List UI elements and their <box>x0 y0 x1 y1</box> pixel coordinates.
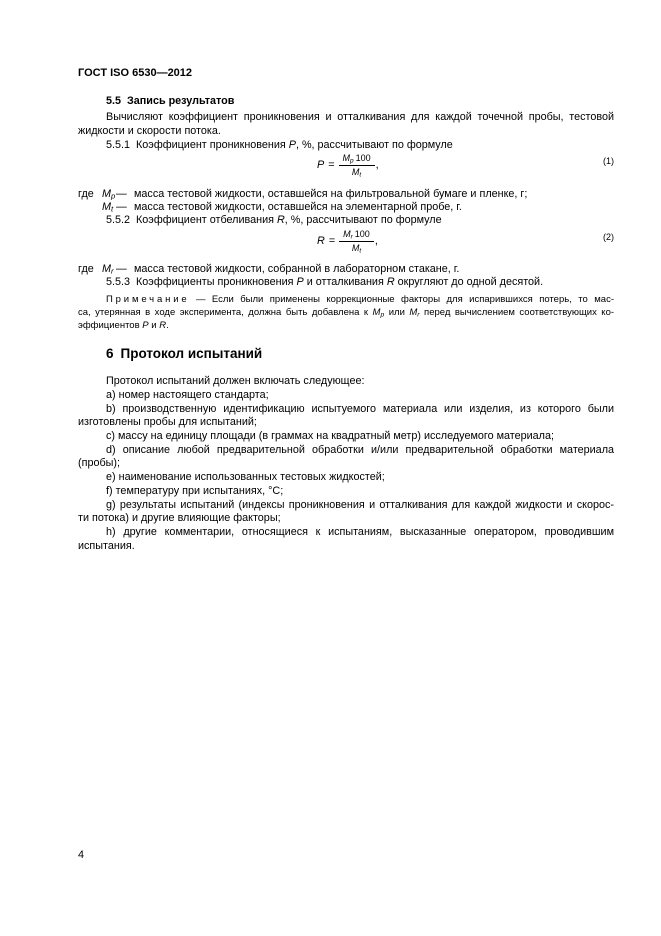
section-number: 6 <box>106 346 114 361</box>
where-text: масса тестовой жидкости, оставшейся на фильтровальной бумаге и пленке, г; <box>134 188 528 200</box>
list-marker: a) <box>106 389 116 401</box>
list-item <box>106 388 614 402</box>
where-definition <box>78 187 527 201</box>
list-item <box>106 402 614 416</box>
section-5-5-heading <box>106 94 614 108</box>
list-marker: g) <box>106 499 116 511</box>
numerator-factor: 100 <box>354 228 370 239</box>
fraction-numerator <box>339 229 374 242</box>
section-title: Запись результатов <box>127 95 235 107</box>
note-line <box>78 319 614 332</box>
list-item-text: температуру при испытаниях, °C; <box>115 485 284 497</box>
list-item <box>106 470 614 484</box>
note-line <box>78 306 614 319</box>
list-item-continuation: испытания. <box>78 540 135 552</box>
note-text: эффициентов <box>78 320 143 331</box>
note-text: или <box>384 307 410 318</box>
fraction-denominator <box>352 166 361 178</box>
variable-r: R <box>159 320 167 331</box>
mass-variable: M <box>351 166 360 177</box>
mass-variable: M <box>102 263 111 275</box>
section-6-heading <box>106 345 262 363</box>
where-dash: — <box>116 263 127 275</box>
mass-variable: M <box>372 307 381 318</box>
equation-number: (1) <box>603 156 614 166</box>
formula-1 <box>317 153 379 177</box>
clause-text: Коэффициенты проникновения <box>136 276 297 288</box>
paragraph-line: Вычисляют коэффициент проникновения и отталкивания для каждой точечной пробы, тестовой <box>106 111 614 123</box>
list-item-continuation: (пробы); <box>78 457 120 469</box>
list-item <box>106 484 614 498</box>
formula-lhs-variable: P <box>317 159 325 171</box>
fraction <box>339 153 375 178</box>
list-item-text: номер настоящего стандарта; <box>118 389 269 401</box>
section-title: Протокол испытаний <box>120 346 263 361</box>
where-variable <box>102 262 116 276</box>
mass-subscript: t <box>111 204 114 214</box>
paragraph-line: жидкости и скорости потока. <box>78 125 221 137</box>
list-marker: b) <box>106 403 116 415</box>
mass-subscript: p <box>380 311 385 319</box>
paragraph-line: Протокол испытаний должен включать следующее: <box>106 375 365 387</box>
list-marker: d) <box>106 444 116 456</box>
mass-subscript: r <box>111 266 114 276</box>
clause-number: 5.5.1 <box>106 139 131 151</box>
mass-variable: M <box>102 201 111 213</box>
note-text: перед вычислением соответствующих ко- <box>419 307 615 318</box>
formula-comma: , <box>375 159 379 171</box>
where-prefix: где <box>78 263 94 275</box>
standard-header: ГОСТ ISO 6530—2012 <box>78 67 193 79</box>
clause-5-5-3 <box>106 275 614 289</box>
where-text: масса тестовой жидкости, оставшейся на элементарной пробе, г. <box>134 201 462 213</box>
formula-lhs-variable: R <box>317 235 325 247</box>
mass-subscript: t <box>359 170 362 178</box>
list-marker: e) <box>106 471 116 483</box>
note-line <box>106 293 614 306</box>
where-dash: — <box>116 201 127 213</box>
mass-subscript: r <box>350 232 353 240</box>
list-item-continuation: ти потока) и другие влияющие факторы; <box>78 512 281 524</box>
clause-text: округляют до одной десятой. <box>394 276 544 288</box>
equals-sign: = <box>328 159 335 171</box>
variable-r: R <box>276 214 285 226</box>
clause-text: , %, рассчитывают по формуле <box>284 214 442 226</box>
list-item-text: производственную идентификацию испытуемого материала или изделия, из которого были <box>122 403 614 415</box>
clause-text: Коэффициент отбеливания <box>136 214 277 226</box>
list-item-text: наименование использованных тестовых жидкостей; <box>118 471 385 483</box>
mass-variable: M <box>409 307 418 318</box>
list-item-text: другие комментарии, относящиеся к испытаниям, высказанные оператором, проводившим <box>123 526 615 538</box>
page-number: 4 <box>78 849 85 861</box>
list-item <box>106 429 614 443</box>
note-text: . <box>166 320 169 331</box>
equals-sign: = <box>328 235 336 247</box>
where-variable <box>102 187 116 201</box>
list-item-text: описание любой предварительной обработки и/или предварительной обработки материала <box>122 444 614 456</box>
mass-variable: M <box>343 228 351 239</box>
list-item-text: массу на единицу площади (в граммах на квадратный метр) исследуемого материала; <box>118 430 554 442</box>
variable-p: P <box>296 276 304 288</box>
note-text: са, утерянная в ходе эксперимента, должна быть добавлена к <box>78 307 373 318</box>
note-label: Примечание <box>106 294 190 305</box>
list-item <box>106 443 614 457</box>
list-item-text: результаты испытаний (индексы проникновения и отталкивания для каждой жидкости и скорос- <box>119 499 615 511</box>
equation-number: (2) <box>603 232 614 242</box>
mass-subscript: p <box>350 156 354 164</box>
list-marker: h) <box>106 526 116 538</box>
list-item <box>106 525 614 539</box>
list-marker: f) <box>106 485 113 497</box>
variable-r: R <box>386 276 395 288</box>
list-marker: c) <box>106 430 115 442</box>
where-dash: — <box>116 188 127 200</box>
where-variable <box>102 200 116 214</box>
mass-subscript: t <box>359 246 362 254</box>
clause-text: , %, рассчитывают по формуле <box>295 139 453 151</box>
section-number: 5.5 <box>106 95 122 107</box>
fraction-denominator <box>352 242 361 254</box>
where-prefix: где <box>78 188 94 200</box>
mass-variable: M <box>342 152 351 163</box>
formula-2 <box>317 229 378 253</box>
formula-comma: , <box>374 235 378 247</box>
mass-subscript: p <box>111 191 116 201</box>
numerator-factor: 100 <box>355 152 371 163</box>
note-text: и <box>148 320 160 331</box>
variable-p: P <box>142 320 149 331</box>
clause-number: 5.5.2 <box>106 214 131 226</box>
mass-variable: M <box>351 242 360 253</box>
clause-5-5-1 <box>106 138 614 152</box>
clause-5-5-2 <box>106 213 614 227</box>
clause-number: 5.5.3 <box>106 276 131 288</box>
mass-subscript: r <box>417 311 420 319</box>
list-item-continuation: изготовлены пробы для испытаний; <box>78 416 257 428</box>
clause-text: Коэффициент проникновения <box>136 139 289 151</box>
fraction <box>339 229 374 254</box>
list-item <box>106 498 614 512</box>
where-text: масса тестовой жидкости, собранной в лабораторном стакане, г. <box>134 263 460 275</box>
clause-text: и отталкивания <box>303 276 387 288</box>
fraction-numerator <box>339 153 375 166</box>
variable-p: P <box>288 139 296 151</box>
note-text: — Если были применены коррекционные факторы для испарившихся потерь, то мас- <box>195 294 615 305</box>
mass-variable: M <box>102 188 111 200</box>
where-definition <box>78 262 459 276</box>
where-definition <box>78 200 462 214</box>
